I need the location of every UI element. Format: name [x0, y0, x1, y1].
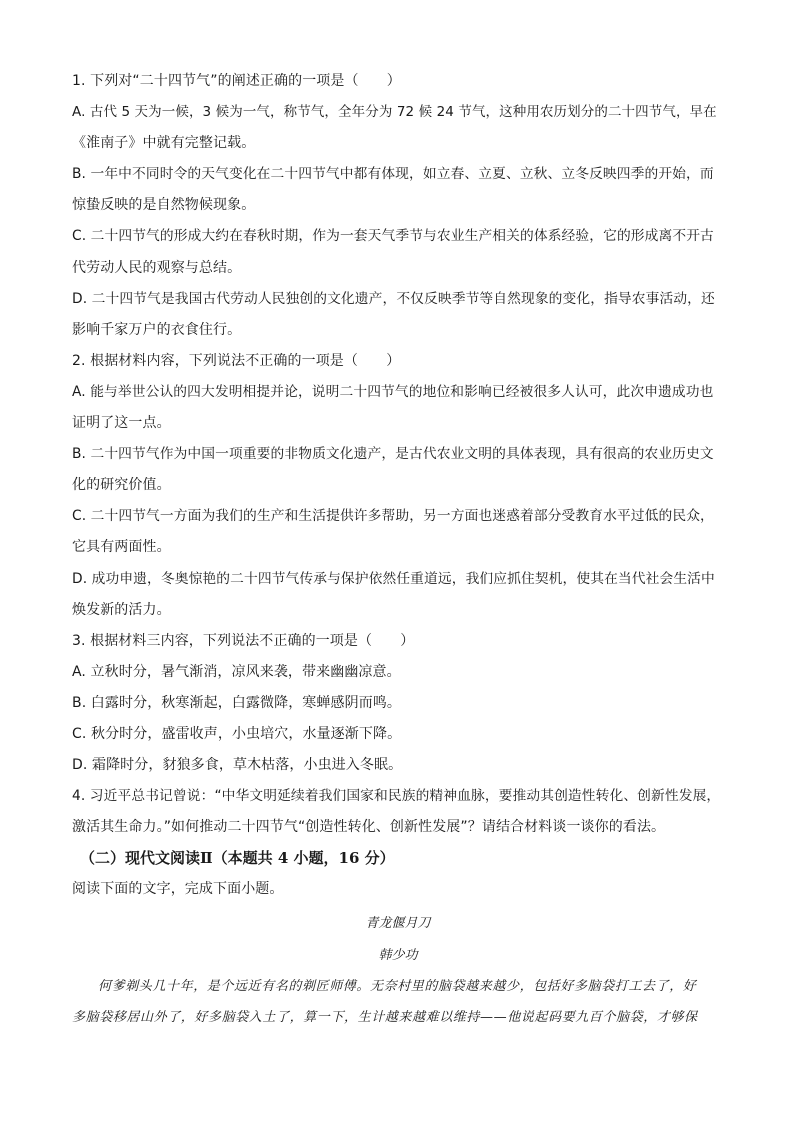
reading-instruction: 阅读下面的文字，完成下面小题。 [72, 881, 284, 898]
option-line: B. 二十四节气作为中国一项重要的非物质文化遗产，是古代农业文明的具体表现，具有很高的农业历史文 [72, 446, 714, 463]
question-stem: 2. 根据材料内容，下列说法不正确的一项是（ ） [72, 352, 401, 369]
story-title: 青龙偃月刀 [365, 916, 431, 932]
option-a [72, 97, 724, 159]
option-line: 《淮南子》中就有完整记载。 [72, 135, 256, 152]
option-line: A. 古代 5 天为一候，3 候为一气，称节气，全年分为 72 候 24 节气，这种用农历划分的二十四节气，早在 [72, 104, 717, 121]
question-stem: 1. 下列对“二十四节气”的阐述正确的一项是（ ） [72, 73, 401, 89]
question-3 [72, 626, 724, 781]
question-stem: 3. 根据材料三内容，下列说法不正确的一项是（ ） [72, 632, 415, 649]
story-line: 多脑袋移居山外了，好多脑袋入土了，算一下，生计越来越难以维持——他说起码要九百个脑袋，才够保 [72, 1010, 698, 1026]
option-b [72, 159, 724, 221]
option-line: C. 二十四节气一方面为我们的生产和生活提供许多帮助，另一方面也迷惑着部分受教育水平过低的民众， [72, 508, 714, 525]
document-content [72, 66, 724, 1033]
option-line: D. 二十四节气是我国古代劳动人民独创的文化遗产，不仅反映季节等自然现象的变化，指导农事活动，还 [72, 290, 715, 307]
option-line: 它具有两面性。 [72, 539, 171, 556]
option-line: C. 二十四节气的形成大约在春秋时期，作为一套天气季节与农业生产相关的体系经验，它的形成离不开古 [72, 228, 714, 245]
option-line: 代劳动人民的观察与总结。 [72, 259, 242, 276]
option-c: C. 秋分时分，盛雷收声，小虫培穴，水量逐渐下降。 [72, 725, 402, 742]
option-c [72, 501, 724, 563]
story-author: 韩少功 [378, 948, 418, 964]
option-line: 化的研究价值。 [72, 477, 171, 494]
option-d: D. 霜降时分，豺狼多食，草木枯落，小虫进入冬眠。 [72, 757, 403, 774]
option-line: 焕发新的活力。 [72, 601, 171, 618]
option-d [72, 284, 724, 346]
option-c [72, 221, 724, 283]
question-1 [72, 66, 724, 346]
option-line: D. 成功申遗，冬奥惊艳的二十四节气传承与保护依然任重道远，我们应抓住契机，使其在当代社会生活中 [72, 570, 715, 587]
question-stem: 4. 习近平总书记曾说：“中华文明延续着我们国家和民族的精神血脉，要推动其创造性转化、创新性发展， [72, 788, 721, 805]
option-a [72, 377, 724, 439]
story-line: 何爹剃头几十年，是个远近有名的剃匠师傅。无奈村里的脑袋越来越少，包括好多脑袋打工去了，好 [98, 979, 697, 995]
question-stem-continued: 激活其生命力。”如何推动二十四节气“创造性转化、创新性发展”？请结合材料谈一谈你的看法。 [72, 819, 666, 836]
option-a: A. 立秋时分，暑气渐消，凉风来袭，带来幽幽凉意。 [72, 663, 401, 680]
question-4 [72, 781, 724, 843]
question-2 [72, 346, 724, 626]
option-b: B. 白露时分，秋寒渐起，白露微降，寒蝉感阴而鸣。 [72, 694, 402, 711]
option-line: 影响千家万户的衣食住行。 [72, 321, 242, 338]
option-b [72, 439, 724, 501]
option-line: A. 能与举世公认的四大发明相提并论，说明二十四节气的地位和影响已经被很多人认可，此次申遗成功也 [72, 383, 714, 400]
story-body [72, 971, 724, 1033]
option-line: B. 一年中不同时令的天气变化在二十四节气中都有体现，如立春、立夏、立秋、立冬反映四季的开始，而 [72, 166, 714, 183]
option-line: 证明了这一点。 [72, 415, 171, 432]
section-heading: （二）现代文阅读Ⅱ（本题共 4 小题，16 分） [80, 849, 395, 868]
option-line: 惊蛰反映的是自然物候现象。 [72, 197, 256, 214]
option-d [72, 564, 724, 626]
